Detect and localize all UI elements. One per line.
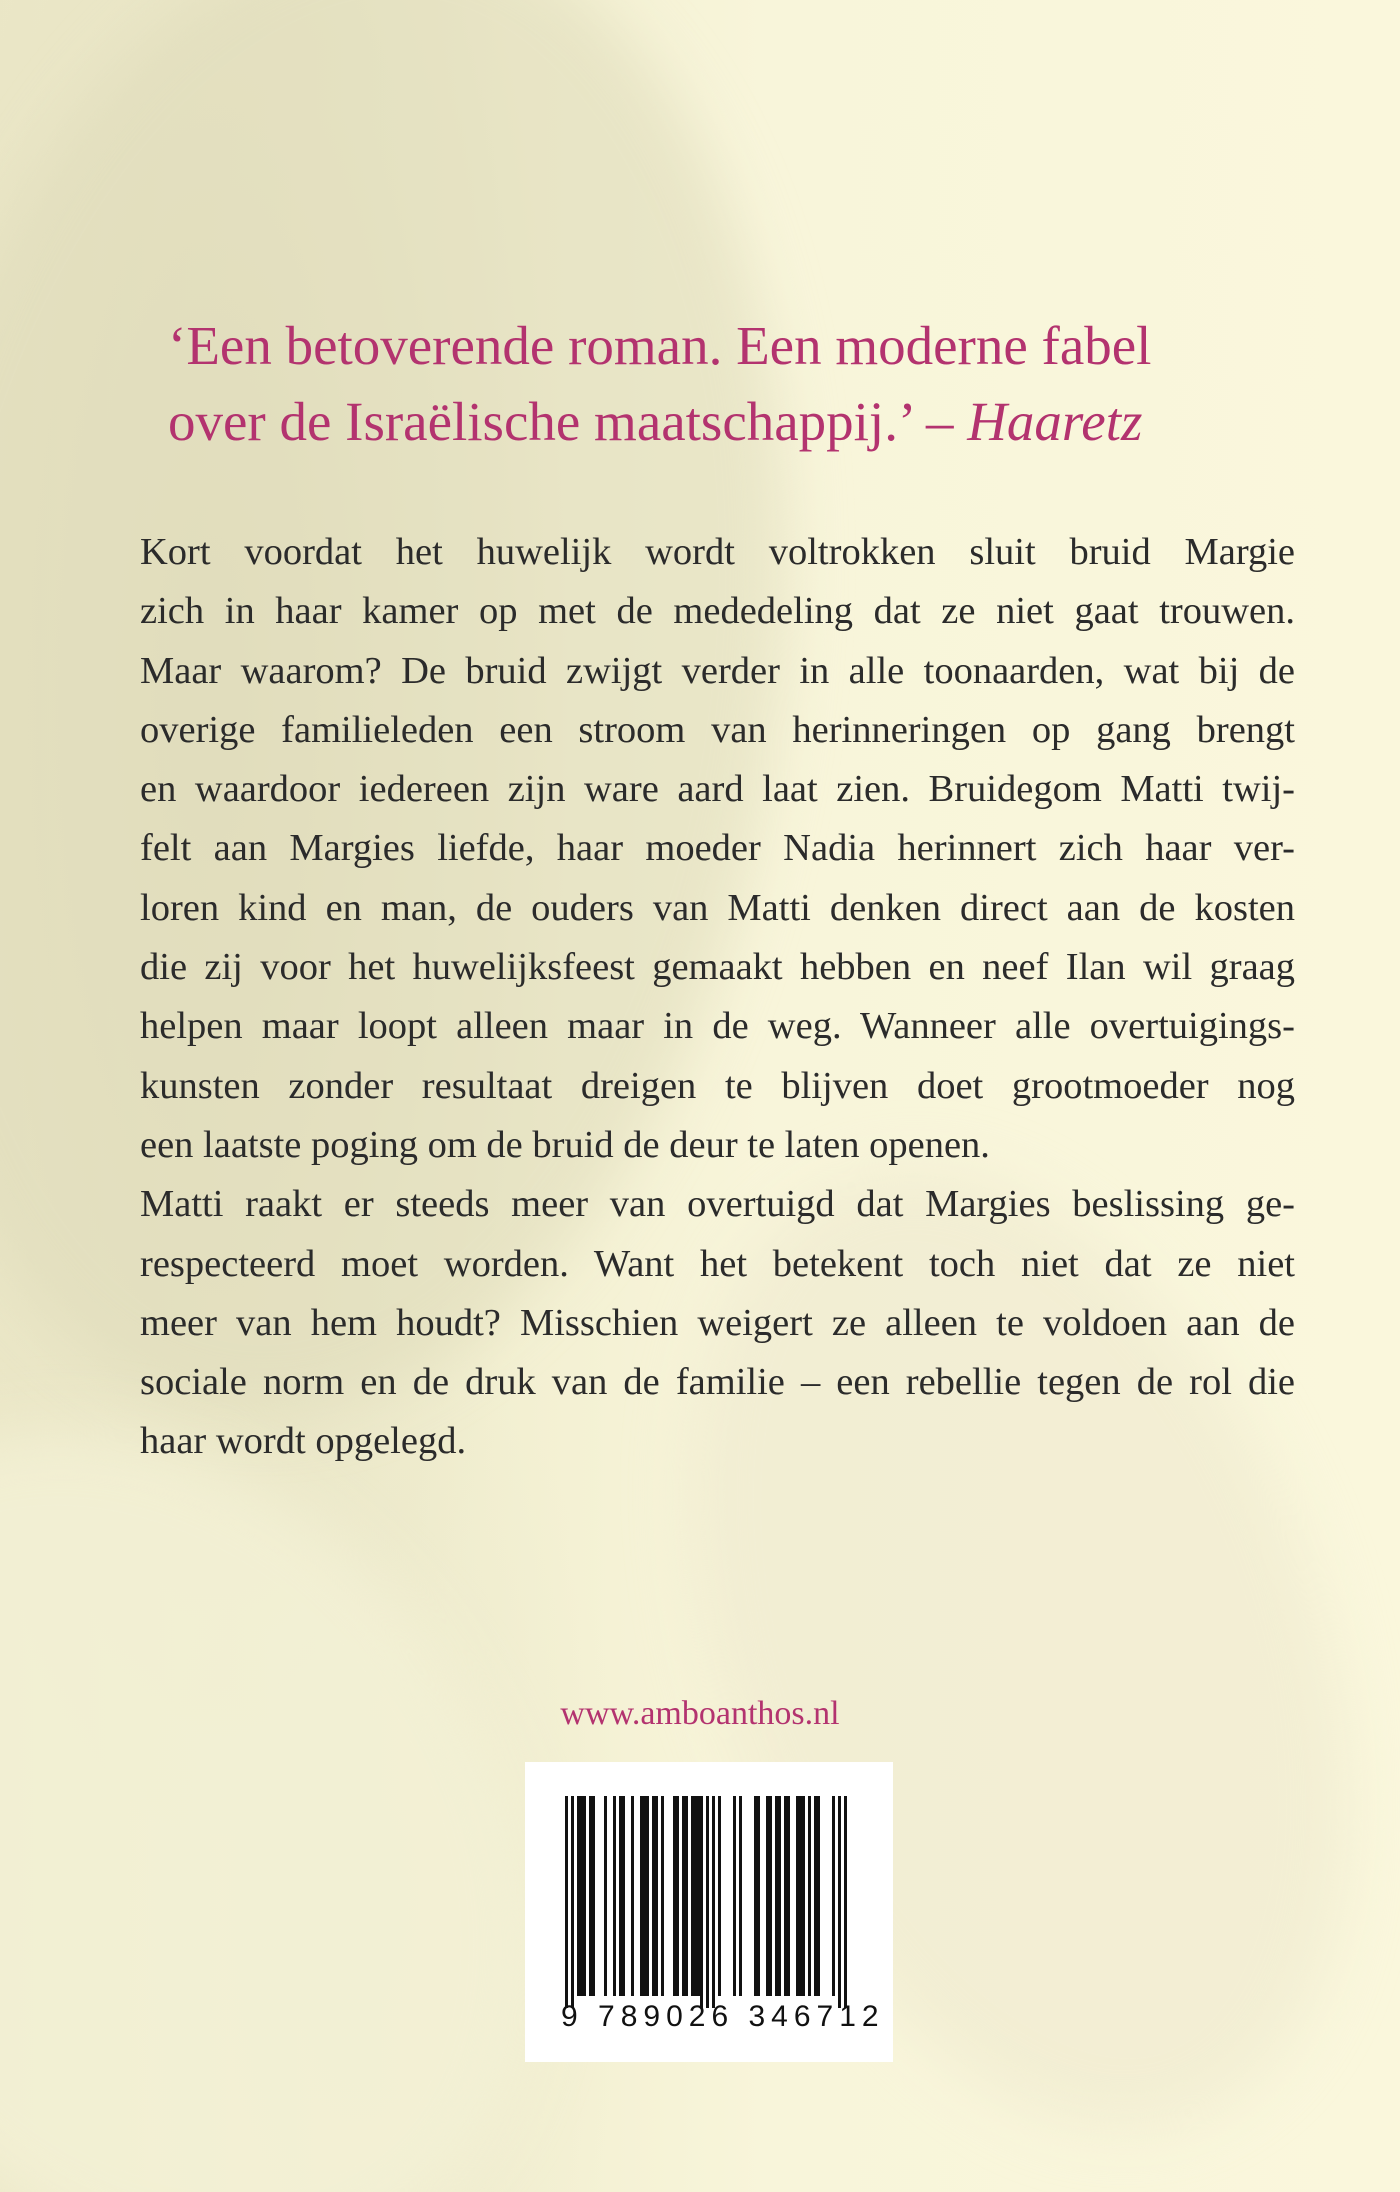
barcode-bar [787,1796,790,1996]
blurb-line: haar wordt opgelegd. [140,1420,467,1463]
barcode-bar [631,1796,634,1996]
barcode-bar [784,1796,787,1996]
barcode-bar [613,1796,616,1996]
barcode-bar [754,1796,757,1996]
barcode-bar [700,1796,703,2008]
barcode-bar [697,1796,700,1996]
barcode-bar [766,1796,769,1996]
barcode-bar [592,1796,595,1996]
blurb-line: kunsten zonder resultaat dreigen te blijven doet grootmoeder nog [140,1064,1295,1107]
blurb-line: Maar waarom? De bruid zwijgt verder in alle toonaarden, wat bij de [140,649,1295,692]
blurb-line: loren kind en man, de ouders van Matti denken direct aan de kosten [140,886,1295,929]
blurb-line: en waardoor iedereen zijn ware aard laat zien. Bruidegom Matti twij- [140,768,1295,811]
blurb-text [140,523,1295,1472]
barcode-bar [619,1796,622,1996]
barcode-bar [580,1796,583,1996]
publisher-website: www.amboanthos.nl [560,1695,840,1732]
quote-line-1: ‘Een betoverende roman. Een moderne fabel [168,315,1152,376]
blurb-line: respecteerd moet worden. Want het betekent toch niet dat ze niet [140,1242,1295,1285]
blurb-line: sociale norm en de druk van de familie – een rebellie tegen de rol die [140,1361,1295,1404]
barcode-bar [676,1796,679,1996]
barcode-bar [583,1796,586,1996]
barcode-bar [652,1796,655,1996]
barcode-bar [712,1796,715,2008]
barcode-bar [661,1796,664,1996]
barcode-bar [814,1796,817,1996]
barcode-bar [799,1796,802,1996]
barcode-bar [691,1796,694,1996]
barcode-bar [694,1796,697,1996]
barcode-bar [775,1796,778,1996]
barcode-bar [718,1796,721,1996]
barcode-bar [604,1796,607,1996]
barcode-bar [733,1796,736,1996]
barcode-bar [589,1796,592,1996]
barcode-bar [802,1796,805,1996]
quote-line-2: over de Israëlische maatschappij.’ – [168,391,968,452]
barcode-bar [778,1796,781,1996]
blurb-line: Matti raakt er steeds meer van overtuigd dat Margies beslissing ge- [140,1183,1295,1226]
barcode-bar [571,1796,574,2008]
barcode-bar [682,1796,685,1996]
barcode-bar [706,1796,709,2008]
barcode-bar [817,1796,820,1996]
blurb-line: die zij voor het huwelijksfeest gemaakt hebben en neef Ilan wil graag [140,946,1295,989]
barcode-bar [565,1796,568,2008]
barcode-bar [673,1796,676,1996]
isbn-barcode [525,1762,893,2062]
barcode-bar [640,1796,643,1996]
blurb-line: overige familieleden een stroom van herinneringen op gang brengt [140,708,1295,751]
quote-source: Haaretz [967,391,1143,452]
barcode-bar [643,1796,646,1996]
barcode-bar [808,1796,811,1996]
barcode-bar [622,1796,625,1996]
barcode-bar [577,1796,580,1996]
barcode-bar [757,1796,760,1996]
barcode-bar [796,1796,799,1996]
blurb-line: felt aan Margies liefde, haar moeder Nadia herinnert zich haar ver- [140,827,1295,870]
barcode-bar [832,1796,835,1996]
blurb-line: zich in haar kamer op met de mededeling dat ze niet gaat trouwen. [140,590,1295,633]
barcode-bar [844,1796,847,2008]
barcode-bar [646,1796,649,1996]
review-quote [168,308,1288,460]
isbn-digits: 9 789026 346712 [561,2000,885,2033]
barcode-bar [685,1796,688,1996]
barcode-bar [655,1796,658,1996]
blurb-line: Kort voordat het huwelijk wordt voltrokken sluit bruid Margie [140,531,1295,573]
blurb-line: meer van hem houdt? Misschien weigert ze alleen te voldoen aan de [140,1301,1295,1344]
barcode-bar [769,1796,772,1996]
blurb-line: een laatste poging om de bruid de deur te laten openen. [140,1123,990,1166]
barcode-bar [838,1796,841,2008]
barcode-bar [739,1796,742,1996]
blurb-line: helpen maar loopt alleen maar in de weg. Wanneer alle overtuigings- [140,1005,1295,1048]
